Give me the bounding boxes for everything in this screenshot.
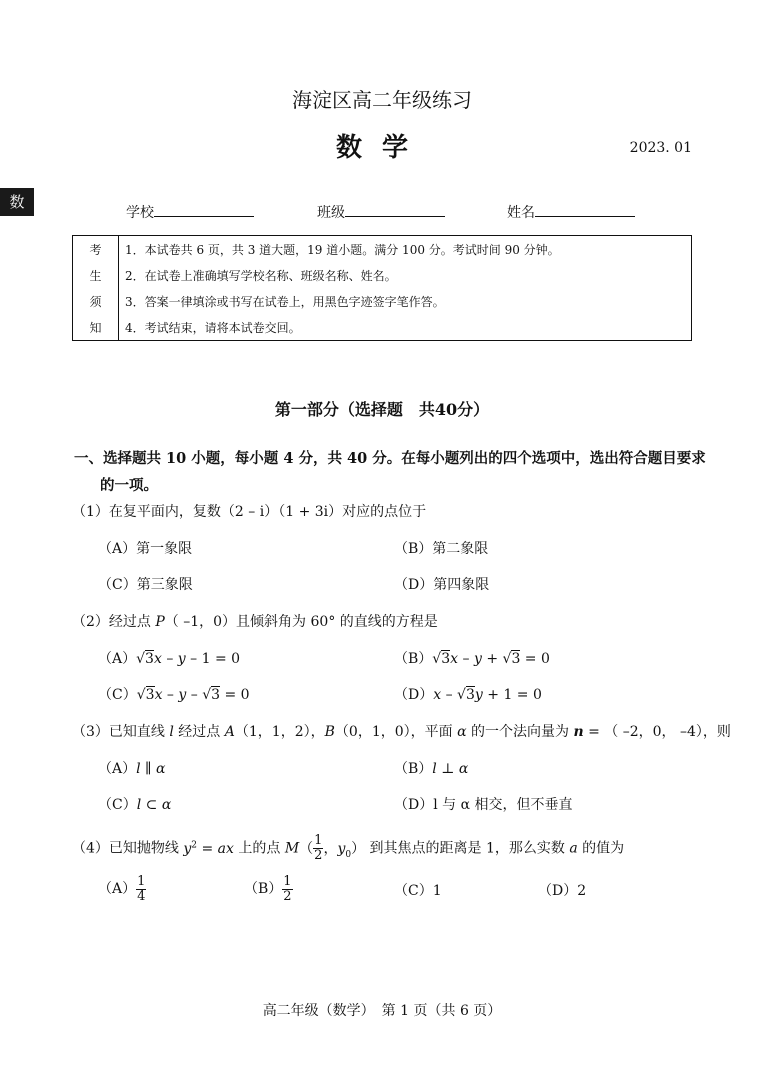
question-4-stem [72, 830, 624, 869]
q2-option-b[interactable] [394, 648, 550, 668]
option-label: （D） [394, 687, 434, 703]
subject-title: 数学 [335, 133, 428, 163]
option-formula: x – √3y + 1 = 0 [433, 687, 542, 703]
question-text: （ –1，0）且倾斜角为 60° 的直线的方程是 [164, 614, 438, 630]
question-number: （4） [72, 840, 109, 857]
question-text: 的值为 [577, 840, 625, 857]
parabola-equation: $y^2$ = ax [183, 840, 234, 857]
q1-option-a[interactable]: （A）第一象限 [98, 541, 193, 557]
question-number: （2） [72, 614, 109, 630]
question-text: 经过点 [108, 614, 156, 630]
option-formula: √3x – y – √3 = 0 [136, 687, 250, 703]
q4-option-c[interactable]: （C）1 [394, 883, 442, 899]
point-m-coordinates: （ $\frac{1}{2}$ ，$y_0$） [299, 833, 366, 864]
q3-option-b[interactable] [394, 758, 468, 778]
q4-option-a[interactable] [98, 874, 146, 904]
point-p: P [155, 614, 165, 630]
option-label: （B） [244, 881, 283, 897]
exam-notice-box [72, 235, 692, 341]
option-text: l ⊥ α [432, 761, 469, 777]
q4-option-d[interactable]: （D）2 [538, 883, 587, 899]
school-blank[interactable] [154, 202, 254, 217]
option-text: l ⊂ α [136, 797, 172, 813]
page-footer: 高二年级（数学） 第 1 页（共 6 页） [262, 1003, 502, 1019]
option-label: （B） [394, 651, 433, 667]
question-number: （1） [72, 504, 109, 520]
exam-date: 2023. 01 [629, 140, 692, 156]
section-instruction-line2: 的一项。 [100, 477, 158, 494]
class-field[interactable] [317, 202, 445, 222]
option-formula: √3x – y + √3 = 0 [432, 651, 550, 667]
option-label: （D） [394, 797, 434, 813]
plane-alpha: α [457, 724, 467, 740]
q3-option-d[interactable] [394, 794, 573, 814]
q3-option-c[interactable] [98, 794, 171, 814]
question-1-stem [72, 501, 426, 521]
class-label: 班级 [317, 205, 345, 221]
option-label: （A） [98, 761, 137, 777]
option-text: l ∥ α [136, 761, 166, 777]
q2-option-c[interactable] [98, 684, 250, 704]
point-b: B [324, 724, 335, 740]
notice-side-char: 知 [73, 314, 119, 341]
q2-option-d[interactable] [394, 684, 542, 704]
question-text: 的一个法向量为 [466, 724, 574, 740]
option-label: （C） [98, 687, 137, 703]
name-label: 姓名 [507, 205, 535, 221]
option-text: l 与 α 相交，但不垂直 [433, 797, 573, 813]
point-m: M [284, 840, 300, 857]
option-formula: √3x – y – 1 = 0 [136, 651, 241, 667]
part-one-heading: 第一部分（选择题 共40分） [274, 400, 490, 419]
exam-title: 海淀区高二年级练习 [292, 88, 472, 112]
name-blank[interactable] [535, 202, 635, 217]
notice-side-char: 考 [73, 236, 119, 263]
class-blank[interactable] [345, 202, 445, 217]
q1-option-d[interactable]: （D）第四象限 [394, 577, 490, 593]
notice-item: 2．在试卷上准确填写学校名称、班级名称、姓名。 [125, 268, 397, 283]
notice-item: 4．考试结束，请将本试卷交回。 [125, 320, 301, 335]
fraction-one-half: $\frac{1}{2}$ [283, 873, 292, 904]
option-label: （A） [98, 881, 137, 897]
name-field[interactable] [507, 202, 635, 222]
option-label: （B） [394, 761, 433, 777]
question-3-stem [72, 721, 731, 741]
question-text: 已知直线 [108, 724, 170, 740]
question-text: 在复平面内，复数（2 – i）（1 + 3i）对应的点位于 [108, 504, 427, 520]
point-a: A [224, 724, 235, 740]
option-label: （A） [98, 651, 137, 667]
question-text: 到其焦点的距离是 1，那么实数 [365, 840, 570, 857]
notice-item: 1．本试卷共 6 页，共 3 道大题，19 道小题。满分 100 分。考试时间 90 分钟。 [125, 242, 560, 257]
question-text: = （ –2，0， –4），则 [583, 724, 731, 740]
question-2-stem [72, 611, 438, 631]
option-label: （C） [98, 797, 137, 813]
question-text: 上的点 [233, 840, 285, 857]
school-field[interactable] [126, 202, 254, 222]
q2-option-a[interactable] [98, 648, 240, 668]
line-l: l [169, 724, 174, 740]
question-text: 经过点 [173, 724, 225, 740]
school-label: 学校 [126, 205, 154, 221]
q4-option-b[interactable] [244, 874, 293, 904]
question-number: （3） [72, 724, 109, 740]
coordinate-a: （1，1，2）， [234, 724, 325, 740]
coordinate-b: （0，1，0），平面 [334, 724, 458, 740]
notice-item: 3．答案一律填涂或书写在试卷上，用黑色字迹签字笔作答。 [125, 294, 445, 309]
question-text: 已知抛物线 [108, 840, 184, 857]
notice-side-char: 生 [73, 262, 119, 288]
normal-vector-n: n [573, 724, 584, 740]
subject-side-tab: 数 [0, 188, 34, 216]
q1-option-b[interactable]: （B）第二象限 [394, 541, 489, 557]
notice-side-char: 须 [73, 288, 119, 314]
variable-a: a [569, 840, 578, 857]
q3-option-a[interactable] [98, 758, 165, 778]
q1-option-c[interactable]: （C）第三象限 [98, 577, 193, 593]
fraction-one-quarter: $\frac{1}{4}$ [137, 873, 146, 904]
section-instruction-line1: 一、选择题共 10 小题，每小题 4 分，共 40 分。在每小题列出的四个选项中，选出符合题目要求 [74, 450, 706, 467]
